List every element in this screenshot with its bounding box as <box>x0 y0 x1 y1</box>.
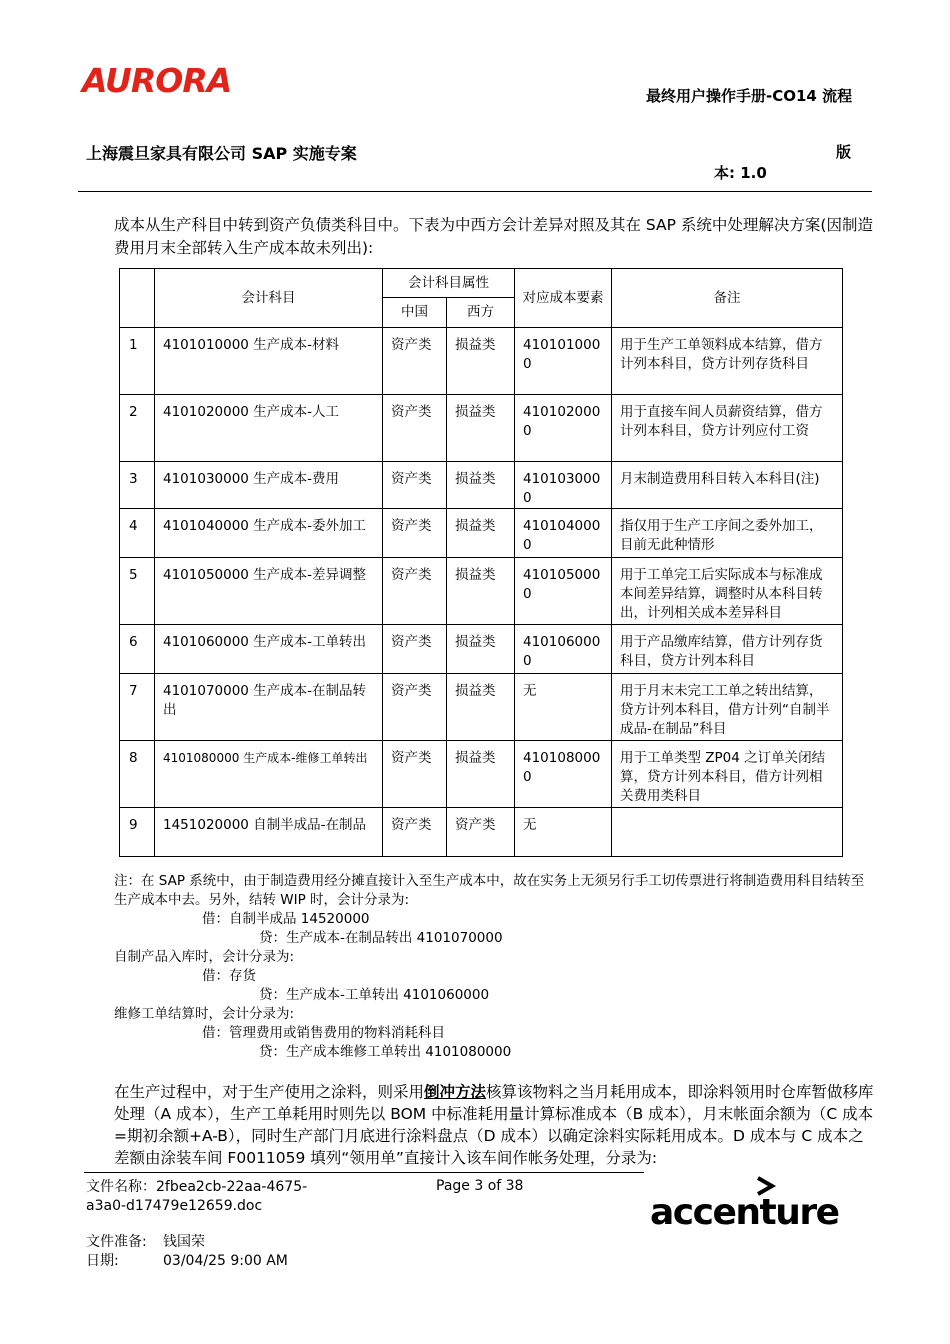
row-west-attr: 损益类 <box>447 509 515 558</box>
header-attr: 会计科目属性 <box>383 269 515 298</box>
table-row <box>120 509 843 558</box>
table-row <box>120 395 843 462</box>
row-west-attr: 损益类 <box>447 328 515 395</box>
table-row <box>120 674 843 741</box>
row-remark: 月末制造费用科目转入本科目(注) <box>612 462 843 509</box>
receipt-debit: 借：存货 <box>202 968 256 984</box>
row-account: 4101030000 生产成本-费用 <box>155 462 383 509</box>
header-divider <box>78 191 872 192</box>
row-account: 4101050000 生产成本-差异调整 <box>155 558 383 625</box>
date-label: 日期: <box>86 1253 119 1269</box>
wip-credit: 贷：生产成本-在制品转出 4101070000 <box>259 930 503 946</box>
row-china-attr: 资产类 <box>383 509 447 558</box>
date-value: 03/04/25 9:00 AM <box>163 1253 288 1269</box>
row-cost-element: 无 <box>515 674 612 741</box>
row-index: 2 <box>120 395 155 462</box>
table-row <box>120 808 843 857</box>
row-china-attr: 资产类 <box>383 328 447 395</box>
table-header-row <box>120 269 843 298</box>
row-west-attr: 损益类 <box>447 674 515 741</box>
page-number: Page 3 of 38 <box>436 1178 524 1194</box>
aurora-logo <box>82 60 232 100</box>
accenture-logo-text: accenture <box>650 1192 839 1233</box>
row-china-attr: 资产类 <box>383 741 447 808</box>
note-intro: 注：在 SAP 系统中，由于制造费用经分摊直接计入至生产成本中，故在实务上无须另行手工切传票进行将制造费用科目结转至生产成本中去。另外，结转 WIP 时，会计分录为: <box>114 873 865 908</box>
prepared-value: 钱国荣 <box>163 1234 205 1250</box>
table-row <box>120 558 843 625</box>
wip-debit: 借：自制半成品 14520000 <box>202 911 370 927</box>
footer-prepared <box>86 1233 288 1271</box>
repair-title: 维修工单结算时，会计分录为: <box>114 1006 295 1022</box>
prepared-label: 文件准备: <box>86 1234 147 1250</box>
row-cost-element: 4101040000 <box>515 509 612 558</box>
header-index-cell <box>120 269 155 328</box>
row-china-attr: 资产类 <box>383 808 447 857</box>
header-west: 西方 <box>447 298 515 328</box>
row-index: 9 <box>120 808 155 857</box>
row-remark: 指仅用于生产工序间之委外加工，目前无此种情形 <box>612 509 843 558</box>
row-cost-element: 4101030000 <box>515 462 612 509</box>
header-remark: 备注 <box>612 269 843 328</box>
receipt-credit: 贷：生产成本-工单转出 4101060000 <box>259 987 490 1003</box>
manual-title: 最终用户操作手册-CO14 流程 <box>646 87 853 105</box>
footer-file-name <box>86 1178 307 1216</box>
row-remark: 用于生产工单领料成本结算，借方计列本科目，贷方计列存货科目 <box>612 328 843 395</box>
aurora-logo-text: AURORA <box>82 61 232 100</box>
repair-credit: 贷：生产成本维修工单转出 4101080000 <box>259 1044 512 1060</box>
file-name-line1: 文件名称：2fbea2cb-22aa-4675- <box>86 1179 308 1195</box>
row-index: 5 <box>120 558 155 625</box>
company-project-title: 上海震旦家具有限公司 SAP 实施专案 <box>86 144 357 163</box>
row-west-attr: 损益类 <box>447 558 515 625</box>
row-west-attr: 损益类 <box>447 741 515 808</box>
row-account: 4101040000 生产成本-委外加工 <box>155 509 383 558</box>
row-account: 4101010000 生产成本-材料 <box>155 328 383 395</box>
receipt-title: 自制产品入库时，会计分录为: <box>114 949 295 965</box>
para2-before: 在生产过程中，对于生产使用之涂料，则采用 <box>114 1083 425 1101</box>
header-cost-element: 对应成本要素 <box>515 269 612 328</box>
row-cost-element: 4101080000 <box>515 741 612 808</box>
row-china-attr: 资产类 <box>383 674 447 741</box>
table-row <box>120 328 843 395</box>
row-account: 1451020000 自制半成品-在制品 <box>155 808 383 857</box>
row-china-attr: 资产类 <box>383 395 447 462</box>
accenture-logo <box>648 1172 838 1232</box>
row-remark: 用于月末未完工工单之转出结算，贷方计列本科目，借方计列“自制半成品-在制品”科目 <box>612 674 843 741</box>
row-west-attr: 损益类 <box>447 625 515 674</box>
row-cost-element: 4101010000 <box>515 328 612 395</box>
row-index: 3 <box>120 462 155 509</box>
row-west-attr: 损益类 <box>447 462 515 509</box>
row-remark: 用于产品缴库结算，借方计列存货科目，贷方计列本科目 <box>612 625 843 674</box>
row-remark <box>612 808 843 857</box>
file-name-line2: a3a0-d17479e12659.doc <box>86 1198 263 1214</box>
row-account: 4101060000 生产成本-工单转出 <box>155 625 383 674</box>
para2-after: 核算该物料之当月耗用成本，即涂料领用时仓库暂做移库处理（A 成本），生产工单耗用时则先以 BOM 中标准耗用量计算标准成本（B 成本），月末帐面余额为（C 成本=期初余额+A-B），同时生产部门月底进行涂料盘点（D 成本）以确定涂料实际耗用成本。D 成本与 C 成本之差额由涂装车间 F0011059 填列“领用单”直接计入该车间作帐务处理，分录为: <box>114 1083 874 1167</box>
row-remark: 用于工单完工后实际成本与标准成本间差异结算，调整时从本科目转出，计列相关成本差异科目 <box>612 558 843 625</box>
version-value: 本: 1.0 <box>714 164 767 182</box>
row-account: 4101080000 生产成本-维修工单转出 <box>155 741 383 808</box>
row-remark: 用于直接车间人员薪资结算，借方计列本科目，贷方计列应付工资 <box>612 395 843 462</box>
row-china-attr: 资产类 <box>383 462 447 509</box>
row-index: 4 <box>120 509 155 558</box>
row-index: 7 <box>120 674 155 741</box>
intro-paragraph: 成本从生产科目中转到资产负债类科目中。下表为中西方会计差异对照及其在 SAP 系统中处理解决方案(因制造费用月末全部转入生产成本故未列出): <box>114 216 873 257</box>
row-index: 6 <box>120 625 155 674</box>
row-cost-element: 无 <box>515 808 612 857</box>
row-cost-element: 4101050000 <box>515 558 612 625</box>
row-west-attr: 损益类 <box>447 395 515 462</box>
row-cost-element: 4101060000 <box>515 625 612 674</box>
table-row <box>120 741 843 808</box>
table-row <box>120 625 843 674</box>
footer-divider <box>84 1172 644 1173</box>
version-label: 版 <box>836 143 852 161</box>
backflush-paragraph <box>114 1081 876 1169</box>
account-comparison-table <box>119 268 843 857</box>
row-west-attr: 资产类 <box>447 808 515 857</box>
row-china-attr: 资产类 <box>383 625 447 674</box>
row-index: 8 <box>120 741 155 808</box>
repair-debit: 借：管理费用或销售费用的物料消耗科目 <box>202 1025 445 1041</box>
row-china-attr: 资产类 <box>383 558 447 625</box>
header-account: 会计科目 <box>155 269 383 328</box>
row-index: 1 <box>120 328 155 395</box>
row-remark: 用于工单类型 ZP04 之订单关闭结算，贷方计列本科目，借方计列相关费用类科目 <box>612 741 843 808</box>
backflush-link[interactable]: 倒冲方法 <box>424 1083 487 1101</box>
table-row <box>120 462 843 509</box>
row-account: 4101070000 生产成本-在制品转出 <box>155 674 383 741</box>
row-account: 4101020000 生产成本-人工 <box>155 395 383 462</box>
note-block <box>114 872 874 1062</box>
header-china: 中国 <box>383 298 447 328</box>
row-cost-element: 4101020000 <box>515 395 612 462</box>
